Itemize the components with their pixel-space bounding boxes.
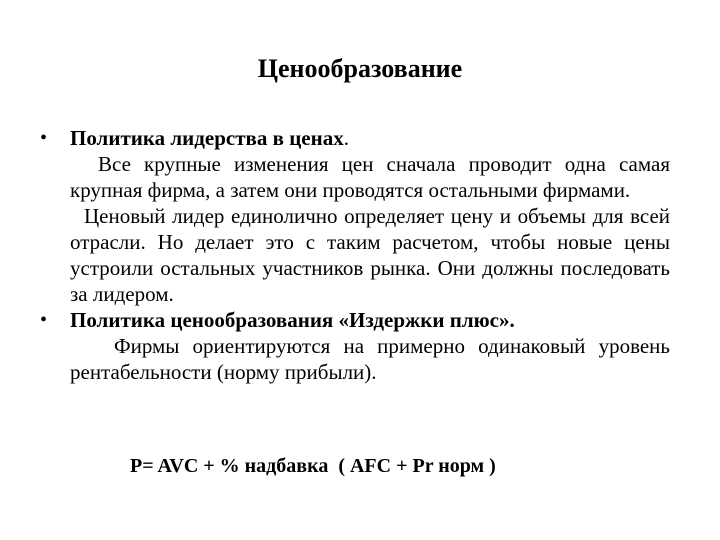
bullet-pricing-leadership <box>40 125 670 307</box>
paragraph-profitability: Фирмы ориентируются на примерно одинаковый уровень рентабельности (норму прибыли). <box>70 334 670 384</box>
slide-content <box>40 125 670 385</box>
bullet-heading-text: Политика лидерства в ценах <box>70 126 344 150</box>
bullet-heading-suffix: . <box>343 126 349 150</box>
paragraph-leader-volume: Ценовый лидер единолично определяет цену и объемы для всей отрасли. Но делает это с таким расчетом, чтобы новые цены устроили остальных участников рынка. Они должны последовать за лидером. <box>70 204 670 306</box>
bullet-heading <box>70 125 670 151</box>
paragraph-leader-changes: Все крупные изменения цен сначала проводит одна самая крупная фирма, а затем они проводятся остальными фирмами. <box>70 152 670 202</box>
price-formula: P= AVC + % надбавка ( AFC + Pr норм ) <box>130 455 496 477</box>
bullet-cost-plus <box>40 307 670 385</box>
bullet-marker: • <box>40 127 48 149</box>
bullet-heading: Политика ценообразования «Издержки плюс». <box>70 308 515 332</box>
slide-title: Ценообразование <box>257 54 463 83</box>
bullet-marker: • <box>40 309 48 331</box>
